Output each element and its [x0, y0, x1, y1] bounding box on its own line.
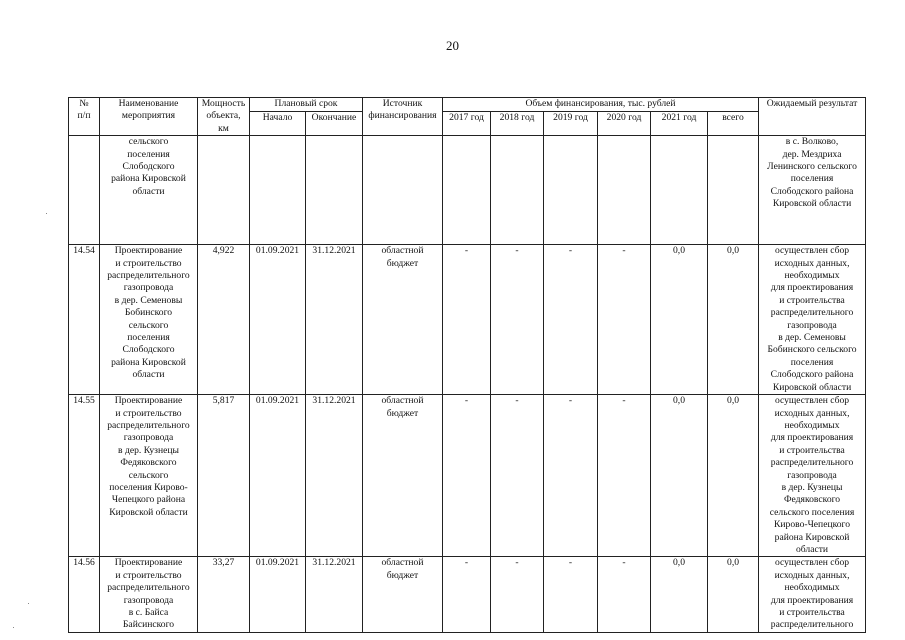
cell-2019: - [544, 395, 598, 557]
header-name: Наименование мероприятия [100, 98, 198, 136]
cell-source: областной бюджет [363, 245, 443, 395]
cell-source [363, 136, 443, 245]
cell-result: осуществлен сбор исходных данных, необходимых для проектирования и строительства распределительного [759, 557, 866, 632]
cell-2021: 0,0 [651, 557, 708, 632]
cell-2021 [651, 136, 708, 245]
header-result: Ожидаемый результат [759, 98, 866, 136]
financing-table [68, 97, 866, 633]
cell-name: сельского поселения Слободского района Кировской области [100, 136, 198, 245]
cell-total: 0,0 [708, 557, 759, 632]
cell-end: 31.12.2021 [306, 395, 363, 557]
cell-2018: - [491, 245, 544, 395]
cell-num: 14.56 [69, 557, 100, 632]
cell-start: 01.09.2021 [250, 245, 306, 395]
cell-name: Проектирование и строительство распределительного газопровода в дер. Кузнецы Федяковского сельского поселения Кирово- Чепецкого района Кировской области [100, 395, 198, 557]
cell-result: осуществлен сбор исходных данных, необходимых для проектирования и строительства распределительного газопровода в дер. Семеновы Бобинского сельского поселения Слободского района Кировской области [759, 245, 866, 395]
cell-2017: - [443, 557, 491, 632]
cell-total: 0,0 [708, 395, 759, 557]
header-end: Окончание [306, 112, 363, 136]
table-row [69, 395, 866, 557]
cell-result: осуществлен сбор исходных данных, необходимых для проектирования и строительства распределительного газопровода в дер. Кузнецы Федяковского сельского поселения Кирово-Чепецкого района Кировской области [759, 395, 866, 557]
header-source: Источник финансирования [363, 98, 443, 136]
cell-2021: 0,0 [651, 245, 708, 395]
cell-2019 [544, 136, 598, 245]
cell-2021: 0,0 [651, 395, 708, 557]
cell-capacity: 4,922 [198, 245, 250, 395]
cell-2018: - [491, 395, 544, 557]
cell-2019: - [544, 557, 598, 632]
cell-start: 01.09.2021 [250, 395, 306, 557]
scan-speck [28, 603, 29, 604]
page-number: 20 [446, 38, 459, 53]
cell-start: 01.09.2021 [250, 557, 306, 632]
cell-2020 [598, 136, 651, 245]
header-year-2018: 2018 год [491, 112, 544, 136]
cell-source: областной бюджет [363, 395, 443, 557]
cell-start [250, 136, 306, 245]
table-row [69, 245, 866, 395]
header-period: Плановый срок [250, 98, 363, 112]
table-header-row [69, 98, 866, 112]
header-start: Начало [250, 112, 306, 136]
cell-2020: - [598, 557, 651, 632]
cell-end: 31.12.2021 [306, 557, 363, 632]
cell-source: областной бюджет [363, 557, 443, 632]
cell-2018 [491, 136, 544, 245]
cell-capacity: 33,27 [198, 557, 250, 632]
cell-2017: - [443, 245, 491, 395]
cell-total: 0,0 [708, 245, 759, 395]
header-year-2017: 2017 год [443, 112, 491, 136]
cell-capacity [198, 136, 250, 245]
cell-num [69, 136, 100, 245]
header-year-2019: 2019 год [544, 112, 598, 136]
cell-2017: - [443, 395, 491, 557]
header-num: № п/п [69, 98, 100, 136]
cell-end: 31.12.2021 [306, 245, 363, 395]
table-row [69, 136, 866, 245]
cell-num: 14.54 [69, 245, 100, 395]
table-row [69, 557, 866, 632]
cell-2019: - [544, 245, 598, 395]
cell-name: Проектирование и строительство распределительного газопровода в дер. Семеновы Бобинского сельского поселения Слободского района Кировской области [100, 245, 198, 395]
scan-speck [46, 213, 47, 214]
header-total: всего [708, 112, 759, 136]
header-year-2021: 2021 год [651, 112, 708, 136]
cell-num: 14.55 [69, 395, 100, 557]
cell-result: в с. Волково, дер. Мездриха Ленинского сельского поселения Слободского района Кировской области [759, 136, 866, 245]
cell-2020: - [598, 395, 651, 557]
header-volume: Объем финансирования, тыс. рублей [443, 98, 759, 112]
cell-2020: - [598, 245, 651, 395]
cell-2017 [443, 136, 491, 245]
header-year-2020: 2020 год [598, 112, 651, 136]
cell-name: Проектирование и строительство распределительного газопровода в с. Байса Байсинского [100, 557, 198, 632]
cell-capacity: 5,817 [198, 395, 250, 557]
cell-total [708, 136, 759, 245]
cell-end [306, 136, 363, 245]
cell-2018: - [491, 557, 544, 632]
header-capacity: Мощность объекта, км [198, 98, 250, 136]
scan-speck [13, 627, 14, 628]
